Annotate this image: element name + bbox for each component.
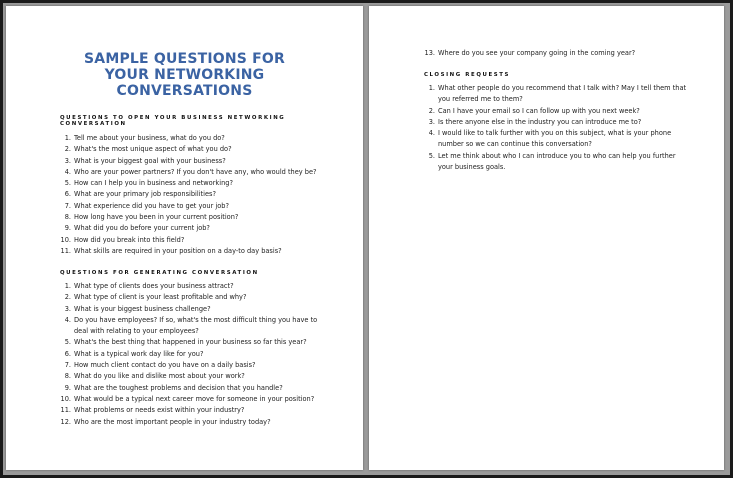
section-heading-closing xyxy=(424,71,510,79)
page-2 xyxy=(369,6,724,470)
list-item-text: Who are the most important people in your industry today? xyxy=(74,417,271,426)
list-item-text: What's the best thing that happened in your business so far this year? xyxy=(74,338,307,347)
title-line-1: SAMPLE QUESTIONS FOR xyxy=(84,51,285,67)
list-item-number: 2. xyxy=(64,145,71,154)
list-item-number: 6. xyxy=(64,190,71,199)
list-item-text: What skills are required in your position on a day-to day basis? xyxy=(74,246,282,255)
list-item-text: What are the toughest problems and decision that you handle? xyxy=(74,383,283,392)
list-item xyxy=(60,383,322,394)
list-item-number: 4. xyxy=(64,167,71,176)
list-item-number: 9. xyxy=(64,224,71,233)
list-item-text: What is your biggest business challenge? xyxy=(74,304,211,313)
list-item-text: What type of client is your least profitable and why? xyxy=(74,293,247,302)
heading-text: CLOSING REQUESTS xyxy=(424,72,510,78)
title-line-3: CONVERSATIONS xyxy=(116,83,253,99)
list-item-text: Is there anyone else in the industry you can introduce me to? xyxy=(438,117,642,126)
list-item xyxy=(60,201,330,212)
list-item-number: 1. xyxy=(428,84,435,92)
list-item-text: Do you have employees? If so, what's the most difficult thing you have to deal with relating to your employees? xyxy=(74,315,318,336)
opening-questions-list xyxy=(60,133,330,257)
list-item xyxy=(60,292,322,303)
list-item xyxy=(60,281,322,292)
list-item-text: What experience did you have to get your job? xyxy=(74,201,229,210)
list-item-number: 11. xyxy=(60,246,71,255)
list-item xyxy=(60,189,330,200)
list-item-number: 2. xyxy=(428,106,435,115)
document-title xyxy=(6,51,363,99)
list-item-text: How did you break into this field? xyxy=(74,235,185,244)
list-item xyxy=(60,133,330,144)
list-item-number: 2. xyxy=(64,293,71,302)
list-item-text: Can I have your email so I can follow up with you next week? xyxy=(438,106,640,115)
list-item xyxy=(60,405,322,416)
list-item-number: 4. xyxy=(64,315,71,324)
list-item-number: 1. xyxy=(64,134,71,142)
list-item-number: 12. xyxy=(60,417,71,426)
list-item-text: What do you like and dislike most about your work? xyxy=(74,372,245,381)
list-item-number: 10. xyxy=(60,394,71,403)
list-item-text: What is a typical work day like for you? xyxy=(74,349,204,358)
list-item-text: What did you do before your current job? xyxy=(74,224,210,233)
list-item-number: 11. xyxy=(60,406,71,415)
list-item xyxy=(60,371,322,382)
heading-text: QUESTIONS FOR GENERATING CONVERSATION xyxy=(60,270,259,276)
list-item-text: Tell me about your business, what do you do? xyxy=(74,134,225,142)
list-item xyxy=(424,83,692,106)
list-item xyxy=(60,304,322,315)
list-item-text: What other people do you recommend that I talk with? May I tell them that you referred me to them? xyxy=(438,84,687,104)
title-line-2: YOUR NETWORKING xyxy=(104,67,265,83)
list-item-number: 5. xyxy=(64,179,71,188)
list-item-number: 13. xyxy=(424,49,435,57)
list-item-number: 8. xyxy=(64,213,71,222)
section-heading-opening xyxy=(60,114,285,128)
list-item-number: 9. xyxy=(64,383,71,392)
list-item-number: 3. xyxy=(428,117,435,126)
list-item xyxy=(60,246,330,257)
list-item-text: How much client contact do you have on a daily basis? xyxy=(74,361,256,370)
list-item-text: What type of clients does your business attract? xyxy=(74,282,234,290)
list-item-text: What problems or needs exist within your industry? xyxy=(74,406,245,415)
list-item-number: 5. xyxy=(428,151,435,160)
list-item xyxy=(60,315,322,338)
list-item-number: 10. xyxy=(60,235,71,244)
list-item xyxy=(424,117,692,128)
list-item xyxy=(60,156,330,167)
list-item xyxy=(60,349,322,360)
continued-questions-list xyxy=(424,48,704,59)
list-item xyxy=(60,417,322,428)
list-item xyxy=(60,212,330,223)
heading-line-2: CONVERSATION xyxy=(60,121,127,127)
section-heading-generating xyxy=(60,269,259,277)
list-item-text: I would like to talk further with you on this subject, what is your phone number so we can continue this conversation? xyxy=(438,129,672,149)
list-item xyxy=(60,394,322,405)
list-item xyxy=(60,144,330,155)
list-item-number: 7. xyxy=(64,361,71,370)
list-item-number: 3. xyxy=(64,304,71,313)
list-item xyxy=(60,235,330,246)
list-item xyxy=(424,128,692,151)
list-item-text: Let me think about who I can introduce you to who can help you further your business goals. xyxy=(438,151,676,172)
list-item-number: 4. xyxy=(428,129,435,138)
document-viewer[interactable] xyxy=(3,3,730,475)
list-item-number: 5. xyxy=(64,338,71,347)
list-item xyxy=(60,337,322,348)
list-item xyxy=(424,106,692,117)
list-item xyxy=(424,48,704,59)
list-item xyxy=(60,223,330,234)
page-1 xyxy=(6,6,363,470)
list-item-text: What is your biggest goal with your business? xyxy=(74,156,226,165)
list-item-number: 3. xyxy=(64,156,71,165)
heading-line-1: QUESTIONS TO OPEN YOUR BUSINESS NETWORKING xyxy=(60,115,286,121)
list-item xyxy=(60,360,322,371)
list-item-number: 6. xyxy=(64,349,71,358)
list-item xyxy=(60,167,330,178)
list-item-text: What are your primary job responsibilities? xyxy=(74,190,216,199)
list-item-text: How can I help you in business and networking? xyxy=(74,179,233,188)
list-item-number: 8. xyxy=(64,372,71,381)
generating-questions-list xyxy=(60,281,322,428)
list-item-text: What would be a typical next career move for someone in your position? xyxy=(74,394,315,403)
list-item-number: 1. xyxy=(64,282,71,290)
closing-requests-list xyxy=(424,83,692,173)
list-item xyxy=(60,178,330,189)
list-item-text: What's the most unique aspect of what you do? xyxy=(74,145,232,154)
list-item-text: How long have you been in your current position? xyxy=(74,213,239,222)
list-item-number: 7. xyxy=(64,201,71,210)
list-item-text: Who are your power partners? If you don't have any, who would they be? xyxy=(74,167,317,176)
list-item-text: Where do you see your company going in the coming year? xyxy=(438,49,636,57)
list-item xyxy=(424,151,692,174)
